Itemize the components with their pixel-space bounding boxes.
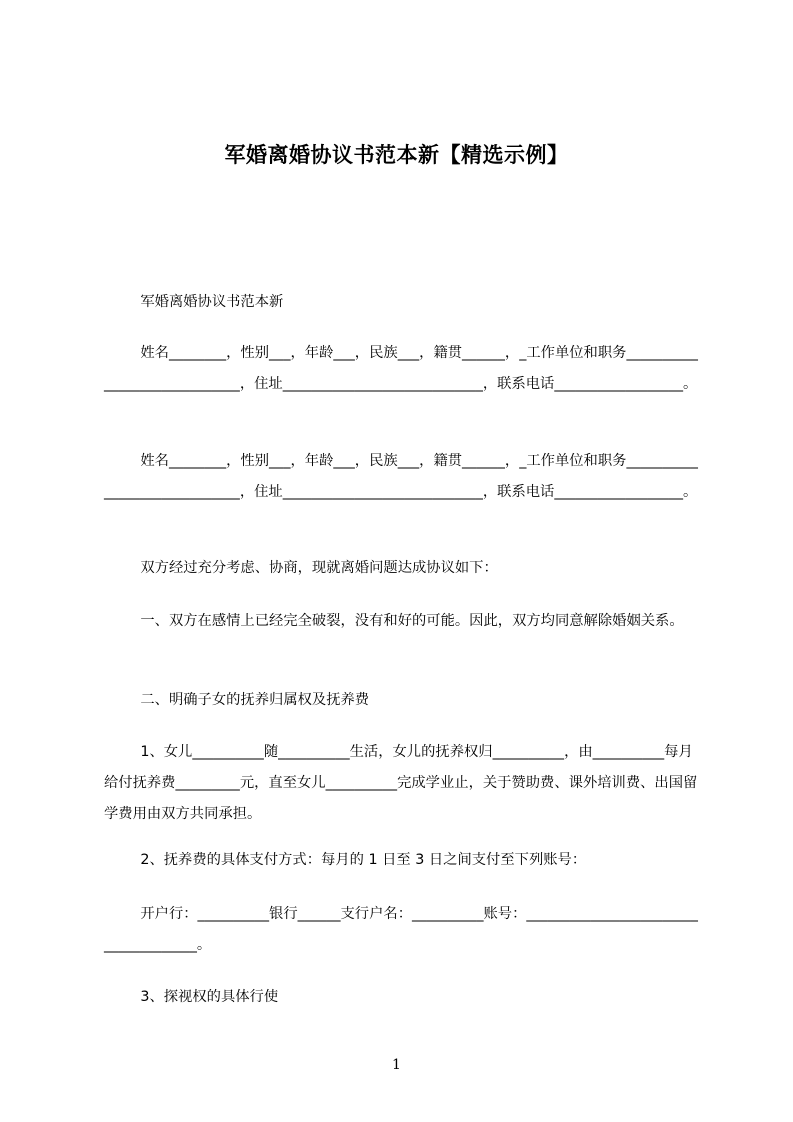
clause-2-heading: 二、明确子女的抚养归属权及抚养费 [104, 692, 370, 708]
bank-account-info: 开户行：__________银行______支行户名：__________账号：_____________________________________。 [104, 906, 698, 953]
clause-2-2: 2、抚养费的具体支付方式：每月的 1 日至 3 日之间支付至下列账号： [104, 852, 587, 868]
party-one-info: 姓名________，性别___，年龄___，民族___，籍贯______，_工作单位和职务_____________________________，住址____________________________，联系电话__________________。 [104, 345, 698, 392]
document-title: 军婚离婚协议书范本新【精选示例】 [224, 143, 569, 167]
document-subtitle: 军婚离婚协议书范本新 [104, 294, 284, 310]
page-number: 1 [392, 1057, 401, 1073]
clause-2-3: 3、探视权的具体行使 [104, 989, 279, 1005]
party-two-info: 姓名________，性别___，年龄___，民族___，籍贯______，_工作单位和职务_____________________________，住址____________________________，联系电话__________________。 [104, 453, 698, 500]
preamble: 双方经过充分考虑、协商，现就离婚问题达成协议如下： [104, 560, 498, 576]
clause-1: 一、双方在感情上已经完全破裂，没有和好的可能。因此，双方均同意解除婚姻关系。 [104, 613, 684, 629]
clause-2-1: 1、女儿__________随__________生活，女儿的抚养权归__________，由__________每月给付抚养费_________元，直至女儿__________完成学业止，关于赞助费、课外培训费、出国留学费用由双方共同承担。 [104, 744, 698, 822]
